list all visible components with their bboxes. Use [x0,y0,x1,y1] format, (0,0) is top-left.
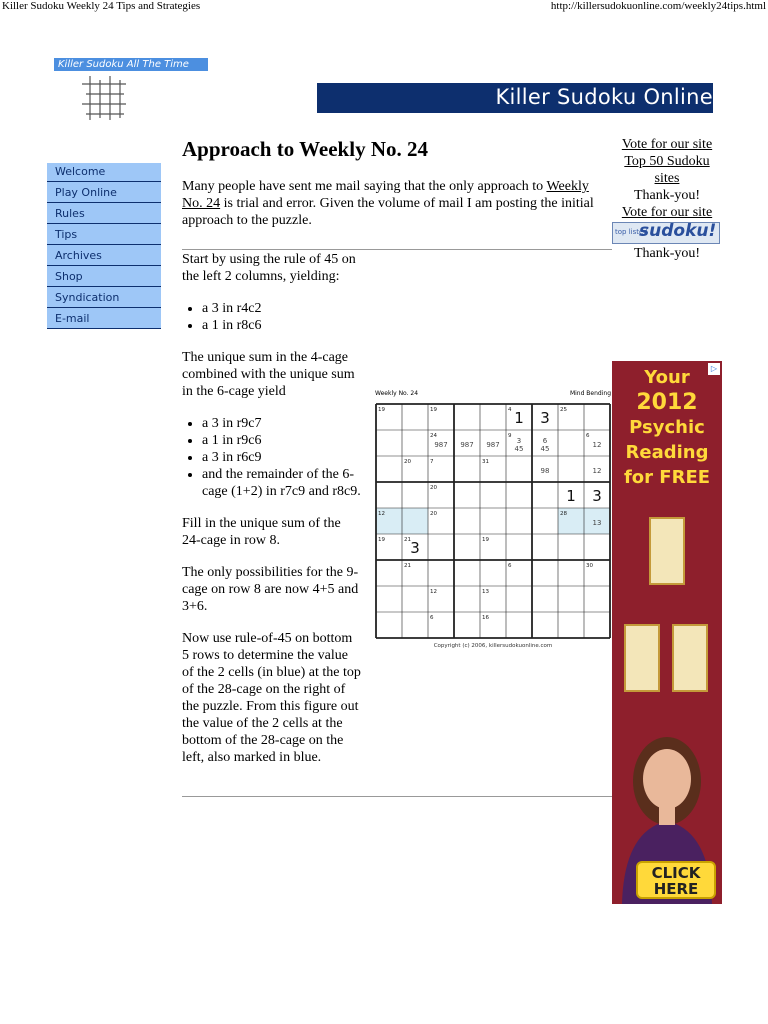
cage-sum: 19 [482,537,489,543]
intro-text-before: Many people have sent me mail saying that the only approach to [182,179,547,194]
killer-sudoku-grid [375,403,611,639]
nav-item-archives[interactable]: Archives [47,247,161,266]
ad-info-icon[interactable]: ▷ [708,363,720,375]
cage-sum: 20 [404,459,411,465]
nav-item-tips[interactable]: Tips [47,226,161,245]
cage-sum: 25 [560,407,567,413]
list-item: • a 1 in r9c6 [202,432,362,449]
candidate-notes: 12 [592,441,602,449]
ad-line: 2012 [636,390,698,415]
puzzle-figure [375,390,611,652]
step-4-text: The only possibilities for the 9-cage on row 8 are now 4+5 and 3+6. [182,565,359,614]
thank-you-text: Thank-you! [633,188,701,203]
tarot-card-icon [624,624,660,692]
cage-sum: 20 [430,485,437,491]
print-page-title: Killer Sudoku Weekly 24 Tips and Strategies [2,0,201,12]
site-tagline: Killer Sudoku All The Time [54,58,208,71]
cage-sum: 12 [430,589,437,595]
list-item: • a 3 in r6c9 [202,449,362,466]
candidate-notes: 987 [460,441,474,449]
article-body [182,251,362,781]
list-item: • and the remainder of the 6-cage (1+2) in r7c9 and r8c9. [202,466,362,500]
sidebar-nav [47,163,161,329]
step-5-text: Now use rule-of-45 on bottom 5 rows to determine the value of the 2 cells (in blue) at the top of the 28-cage on the right of the puzzle. From this figure out the value of the 2 cells at the bottom of the 28-cage on the left, also marked in blue. [182,631,361,765]
divider-top [182,249,612,250]
tarot-card-icon [672,624,708,692]
candidate-notes: 6 45 [540,437,550,453]
nav-item-rules[interactable]: Rules [47,205,161,224]
cage-sum: 30 [586,563,593,569]
nav-item-play-online[interactable]: Play Online [47,184,161,203]
list-item: • a 1 in r8c6 [202,317,362,334]
vote-box [612,136,722,262]
candidate-notes: 13 [592,519,602,527]
figure-header-left: Weekly No. 24 [375,390,419,397]
step-1-text: Start by using the rule of 45 on the left 2 columns, yielding: [182,252,356,284]
sudoku-grid-logo-icon [80,74,130,122]
cage-sum: 21 [404,537,411,543]
button-big-text: sudoku! [639,221,717,241]
cage-sum: 19 [378,537,385,543]
cage-sum: 6 [430,615,434,621]
divider-bottom [182,796,612,797]
cage-sum: 31 [482,459,489,465]
candidate-notes: 12 [592,467,602,475]
ad-headline [612,365,722,490]
blue-cell [402,508,428,534]
site-banner [317,83,713,113]
top-listed-sudoku-button[interactable] [612,222,720,244]
cage-sum: 13 [482,589,489,595]
weekly-24-link[interactable]: Weekly No. 24 [182,179,589,211]
placed-digit: 3 [592,487,602,505]
placed-digit: 3 [410,539,420,557]
cage-sum: 12 [378,511,385,517]
top-50-link[interactable]: Top 50 Sudoku sites [624,154,710,186]
nav-item-welcome[interactable]: Welcome [47,163,161,182]
intro-paragraph [182,178,610,229]
vote-link[interactable]: Vote for our site [621,137,713,152]
placed-digit: 3 [540,409,550,427]
candidate-notes: 987 [434,441,448,449]
cage-sum: 19 [430,407,437,413]
thank-you-text-2: Thank-you! [633,246,701,261]
cage-sum: 9 [508,433,512,439]
tarot-card-icon [649,517,685,585]
cage-sum: 24 [430,433,437,439]
cta-line: HERE [653,880,699,898]
cage-sum: 4 [508,407,512,413]
placed-digit: 1 [566,487,576,505]
click-here-button[interactable] [636,861,716,899]
cta-line: CLICK [651,864,701,882]
psychic-ad[interactable] [612,361,722,904]
cage-sum: 28 [560,511,567,517]
figure-header-right: Mind Bending [569,390,611,397]
button-small-text: top listed [615,228,648,236]
step-2-text: The unique sum in the 4-cage combined with the unique sum in the 6-cage yield [182,350,355,399]
figure-copyright: Copyright (c) 2006, killersudokuonline.com [433,643,553,649]
ad-line: Psychic [629,417,705,438]
intro-text-after: is trial and error. Given the volume of mail I am posting the initial approach to the puzzle. [182,196,594,228]
step-3-text: Fill in the unique sum of the 24-cage in row 8. [182,516,341,548]
cage-sum: 19 [378,407,385,413]
nav-item-syndication[interactable]: Syndication [47,289,161,308]
step-2-list [182,415,362,500]
cage-sum: 16 [482,615,489,621]
ad-line: Your [644,367,690,388]
ad-line: for FREE [623,467,711,488]
vote-link-2[interactable]: Vote for our site [621,205,713,220]
nav-item-shop[interactable]: Shop [47,268,161,287]
candidate-notes: 987 [486,441,500,449]
cage-sum: 7 [430,459,434,465]
print-page-url: http://killersudokuonline.com/weekly24tips.html [550,0,766,12]
cage-sum: 6 [586,433,590,439]
step-1-list [182,300,362,334]
list-item: • a 3 in r9c7 [202,415,362,432]
banner-title: Killer Sudoku Online [495,85,713,109]
ad-line: Reading [625,442,709,463]
placed-digit: 1 [514,409,524,427]
cage-sum: 20 [430,511,437,517]
cage-sum: 6 [508,563,512,569]
cage-sum: 21 [404,563,411,569]
list-item: • a 3 in r4c2 [202,300,362,317]
nav-item-email[interactable]: E-mail [47,310,161,329]
candidate-notes: 3 45 [514,437,524,453]
candidate-notes: 98 [540,467,550,475]
page-title: Approach to Weekly No. 24 [182,137,428,161]
